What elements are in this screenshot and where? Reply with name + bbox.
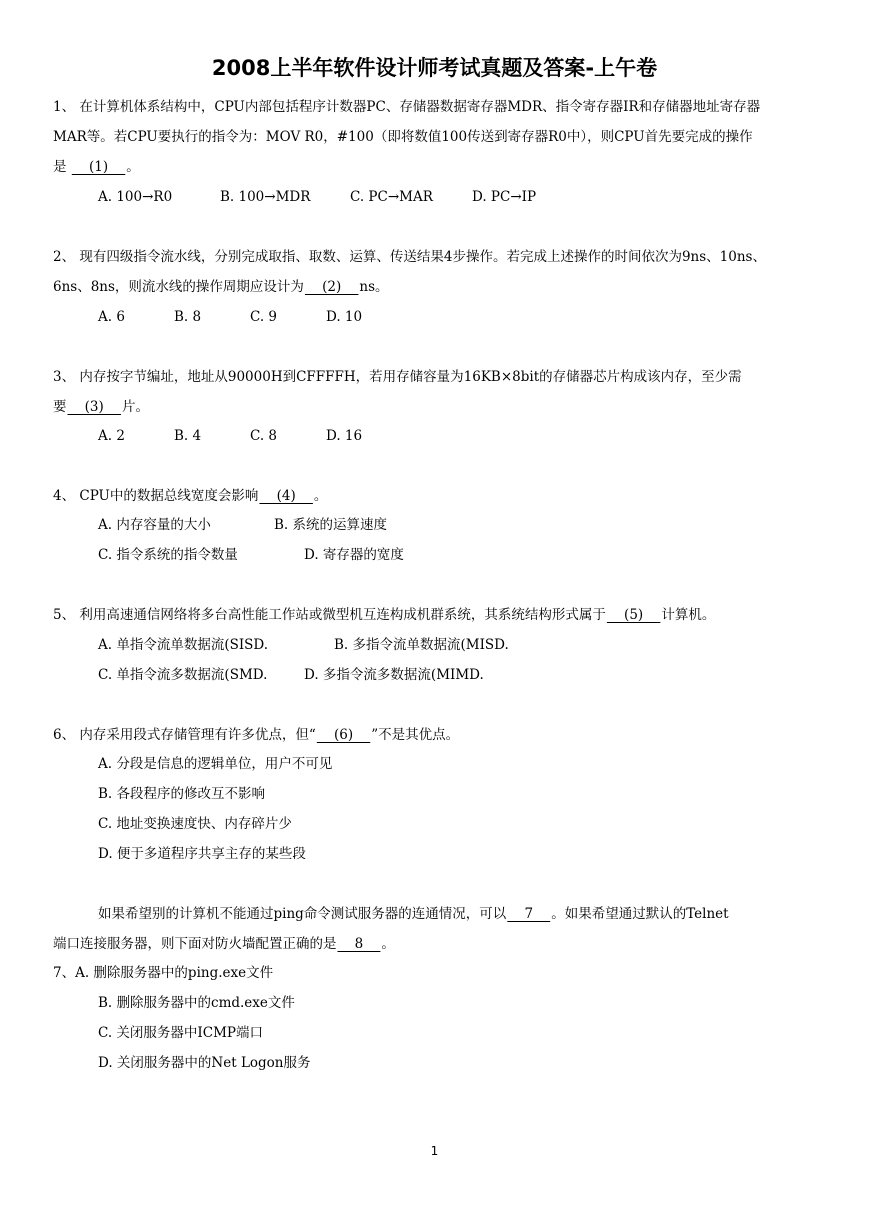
q2-option-d: D. 10 — [326, 309, 363, 325]
q6-line1-pre: 6、 内存采用段式存储管理有许多优点，但“ — [53, 727, 316, 743]
q2-line2-pre: 6ns、8ns，则流水线的操作周期应设计为 — [53, 279, 304, 295]
q7-option-a: 7、A. 删除服务器中的ping.exe文件 — [53, 965, 274, 981]
q2-option-b: B. 8 — [174, 309, 202, 325]
q3-options — [98, 425, 362, 447]
q4-option-a: A. 内存容量的大小 — [98, 517, 211, 533]
q5-option-a: A. 单指令流单数据流(SISD. — [98, 637, 269, 653]
q5-line1-pre: 5、 利用高速通信网络将多台高性能工作站或微型机互连构成机群系统，其系统结构形式属于 — [53, 607, 606, 623]
q4-option-c: C. 指令系统的指令数量 — [98, 547, 238, 563]
q6-option-c: C. 地址变换速度快、内存碎片少 — [98, 816, 292, 832]
q5-options-row2 — [98, 664, 484, 686]
q1-option-b: B. 100→MDR — [220, 189, 311, 205]
q5-option-d: D. 多指令流多数据流(MIMD. — [304, 667, 484, 683]
q7-para-pre: 如果希望别的计算机不能通过ping命令测试服务器的连通情况，可以 — [98, 906, 507, 922]
q1-line3-pre: 是 — [53, 159, 71, 175]
q6-line1-post: ”不是其优点。 — [371, 727, 460, 743]
q4-option-d: D. 寄存器的宽度 — [304, 547, 404, 563]
q4-options-row1 — [98, 514, 387, 536]
q1-option-a: A. 100→R0 — [98, 189, 173, 205]
q1-line1: 1、 在计算机体系结构中，CPU内部包括程序计数器PC、存储器数据寄存器MDR、指令寄存器IR和存储器地址寄存器 — [53, 99, 761, 115]
q3-option-a: A. 2 — [98, 428, 125, 444]
q1-line3 — [53, 156, 140, 178]
q6-line1 — [53, 724, 459, 746]
q5-option-c: C. 单指令流多数据流(SMD. — [98, 667, 268, 683]
q1-options — [98, 186, 536, 208]
q4-line1-pre: 4、 CPU中的数据总线宽度会影响 — [53, 488, 259, 504]
q1-line3-post: 。 — [126, 159, 140, 175]
q7-line2-post: 。 — [381, 936, 395, 952]
q3-line2-pre: 要 — [53, 399, 67, 415]
q8-blank: 8 — [337, 936, 381, 952]
q2-line2-post: ns。 — [359, 279, 389, 295]
q7-line2-pre: 端口连接服务器，则下面对防火墙配置正确的是 — [53, 936, 337, 952]
q2-blank: (2) — [304, 279, 359, 295]
q1-option-c: C. PC→MAR — [350, 189, 433, 205]
q3-option-d: D. 16 — [326, 428, 363, 444]
q3-option-c: C. 8 — [250, 428, 278, 444]
q3-blank: (3) — [67, 399, 121, 415]
q5-line1-post: 计算机。 — [661, 607, 716, 623]
q1-option-d: D. PC→IP — [472, 189, 537, 205]
q3-line2 — [53, 396, 149, 418]
q3-option-b: B. 4 — [174, 428, 202, 444]
q4-line1 — [53, 485, 327, 507]
q4-blank: (4) — [259, 488, 313, 504]
q7-option-d: D. 关闭服务器中的Net Logon服务 — [98, 1055, 311, 1071]
q2-options — [98, 306, 362, 328]
q3-line2-post: 片。 — [121, 399, 149, 415]
q3-line1: 3、 内存按字节编址，地址从90000H到CFFFFH，若用存储容量为16KB×8bit的存储器芯片构成该内存，至少需 — [53, 369, 742, 385]
q7-option-b: B. 删除服务器中的cmd.exe文件 — [98, 995, 295, 1011]
q2-line1: 2、 现有四级指令流水线，分别完成取指、取数、运算、传送结果4步操作。若完成上述操作的时间依次为9ns、10ns、 — [53, 249, 766, 265]
q6-blank: (6) — [316, 727, 371, 743]
q2-option-a: A. 6 — [98, 309, 125, 325]
q2-option-c: C. 9 — [250, 309, 278, 325]
page-title: 2008上半年软件设计师考试真题及答案-上午卷 — [211, 56, 658, 80]
q7-option-c: C. 关闭服务器中ICMP端口 — [98, 1025, 263, 1041]
q4-options-row2 — [98, 544, 404, 566]
page-number: 1 — [430, 1144, 439, 1158]
q7-para-line1 — [98, 903, 729, 925]
q4-option-b: B. 系统的运算速度 — [274, 517, 388, 533]
q1-blank: (1) — [71, 159, 126, 175]
q6-option-d: D. 便于多道程序共享主存的某些段 — [98, 846, 306, 862]
q6-option-a: A. 分段是信息的逻辑单位，用户不可见 — [98, 756, 333, 772]
q7-para-line2 — [53, 933, 395, 955]
q7-para-mid: 。如果希望通过默认的Telnet — [551, 906, 729, 922]
q1-line2: MAR等。若CPU要执行的指令为：MOV R0，#100（即将数值100传送到寄存器R0中），则CPU首先要完成的操作 — [53, 129, 753, 145]
q7-blank: 7 — [507, 906, 551, 922]
q5-line1 — [53, 604, 715, 626]
q4-line1-post: 。 — [313, 488, 328, 504]
q5-options-row1 — [98, 634, 509, 656]
q2-line2 — [53, 276, 389, 298]
q5-option-b: B. 多指令流单数据流(MISD. — [334, 637, 509, 653]
q5-blank: (5) — [606, 607, 661, 623]
q6-option-b: B. 各段程序的修改互不影响 — [98, 786, 266, 802]
